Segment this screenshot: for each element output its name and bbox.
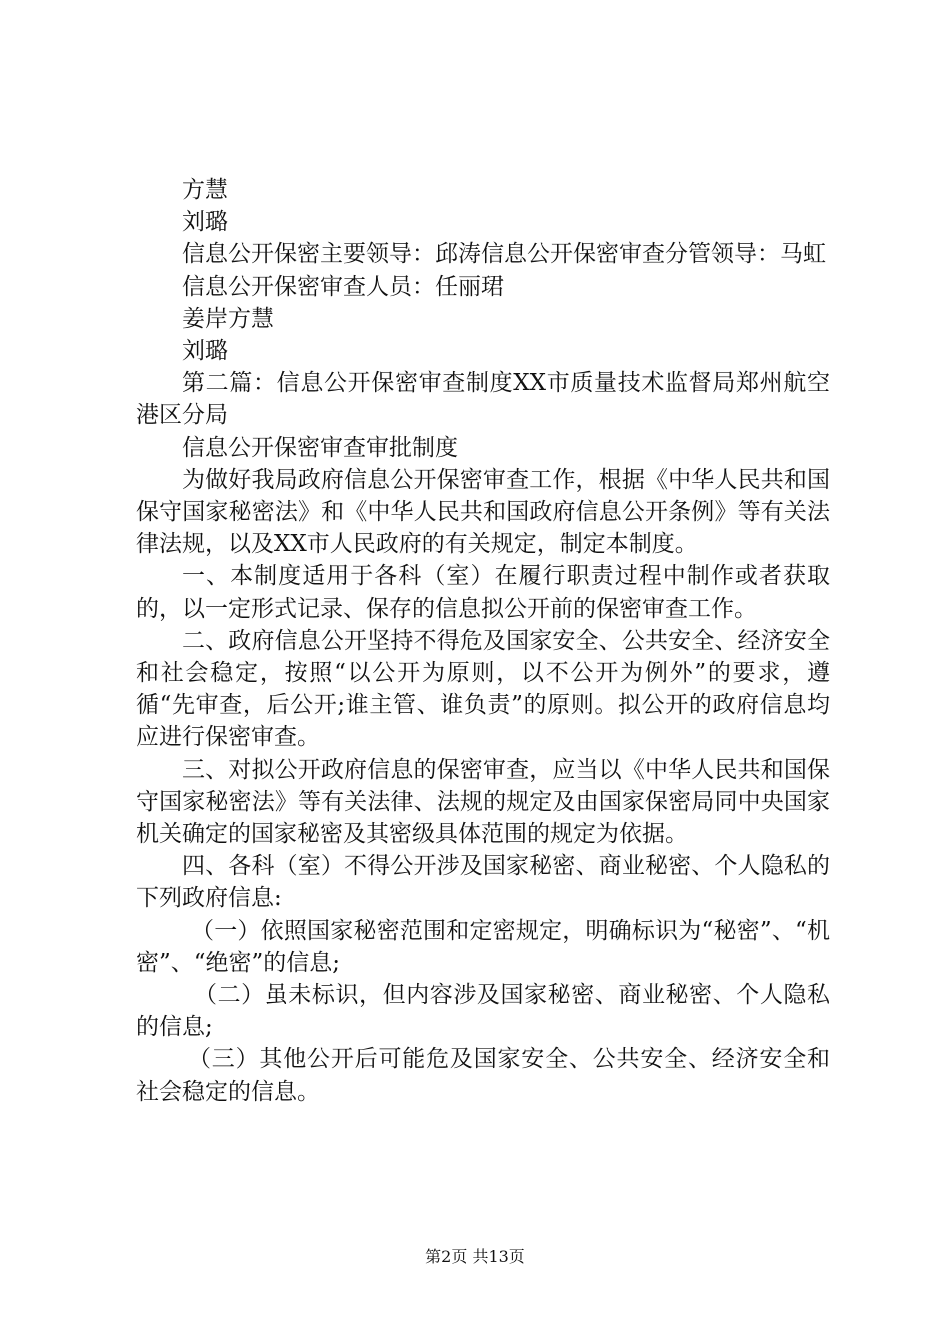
paragraph-6: 刘璐 [182,338,228,365]
section-title: 第二篇：信息公开保密审查制度XX市质量技术监督局郑州航空港区分局 [136,370,830,429]
list-item-1: （一）依照国家秘密范围和定密规定，明确标识为“秘密”、“机密”、“绝密”的信息; [136,917,830,976]
paragraph-article-1: 一、本制度适用于各科（室）在履行职责过程中制作或者获取的，以一定形式记录、保存的信息拟公开前的保密审查工作。 [136,563,830,622]
paragraph-article-3: 三、对拟公开政府信息的保密审查，应当以《中华人民共和国保守国家秘密法》等有关法律、法规的规定及由国家保密局同中央国家机关确定的国家秘密及其密级具体范围的规定为依据。 [136,756,830,848]
paragraph-5: 姜岸方慧 [182,305,274,332]
paragraph-intro: 为做好我局政府信息公开保密审查工作，根据《中华人民共和国保守国家秘密法》和《中华人民共和国政府信息公开条例》等有关法律法规，以及XX市人民政府的有关规定，制定本制度。 [136,466,830,558]
paragraph-4: 信息公开保密审查人员：任丽珺 [182,273,504,300]
system-title: 信息公开保密审查审批制度 [182,434,458,461]
list-item-3: （三）其他公开后可能危及国家安全、公共安全、经济安全和社会稳定的信息。 [136,1046,830,1105]
paragraph-article-2: 二、政府信息公开坚持不得危及国家安全、公共安全、经济安全和社会稳定，按照“以公开为原则，以不公开为例外”的要求，遵循“先审查，后公开;谁主管、谁负责”的原则。拟公开的政府信息均应进行保密审查。 [136,627,830,751]
document-body [136,174,830,1108]
list-item-2: （二）虽未标识，但内容涉及国家秘密、商业秘密、个人隐私的信息; [136,982,830,1041]
paragraph-2: 刘璐 [182,209,228,236]
paragraph-article-4: 四、各科（室）不得公开涉及国家秘密、商业秘密、个人隐私的下列政府信息: [136,853,830,912]
paragraph-1: 方慧 [182,177,228,203]
paragraph-3: 信息公开保密主要领导：邱涛信息公开保密审查分管领导：马虹 [182,241,826,268]
page-footer: 第2页 共13页 [425,1247,525,1266]
